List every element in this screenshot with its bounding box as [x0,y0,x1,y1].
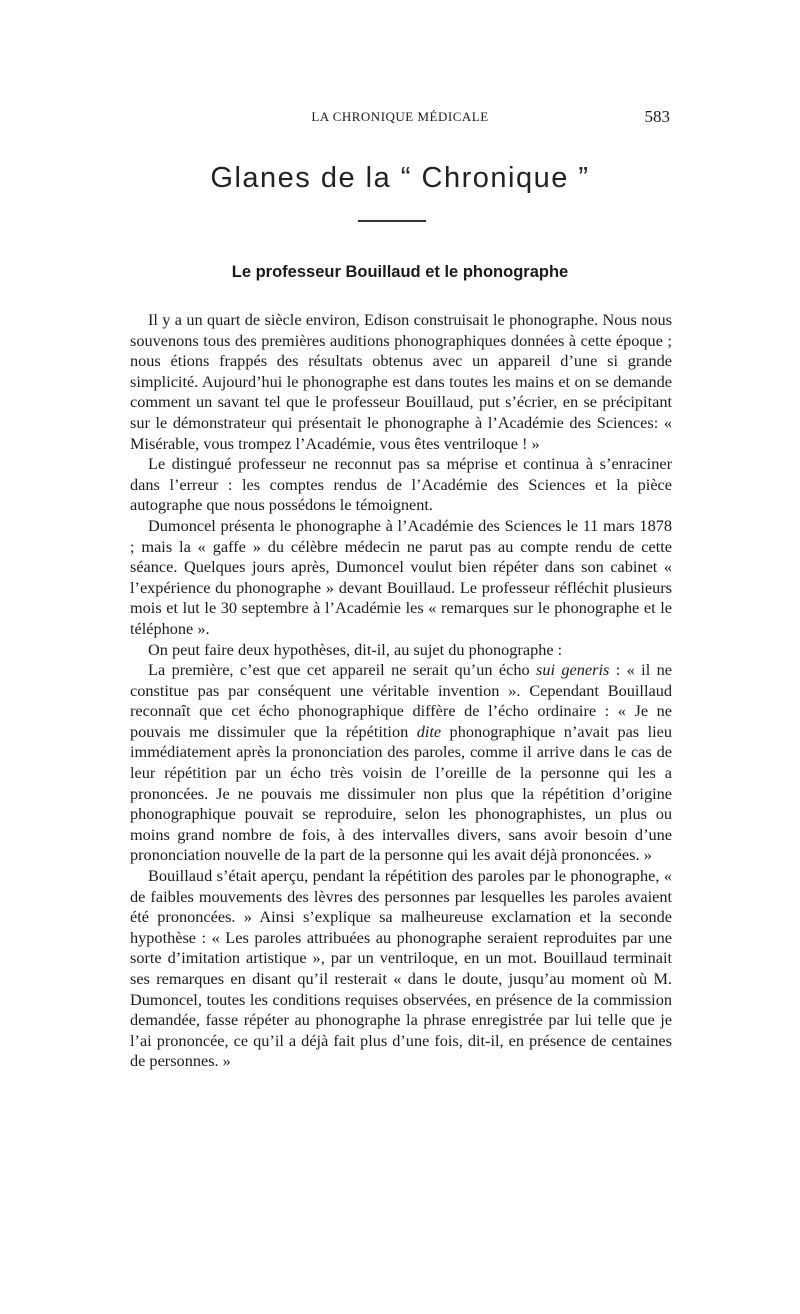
page-number: 583 [644,107,670,126]
page-title: Glanes de la “ Chronique ” [210,162,590,194]
paragraph-2: Le distingué professeur ne reconnut pas sa méprise et continua à s’enraciner dans l’erreur : les comptes rendus de l’Académie des Sciences et la pièce autographe que nous possédons le témoignent. [130,454,672,515]
section-heading: Le professeur Bouillaud et le phonographe [231,263,569,281]
paragraph-1: Il y a un quart de siècle environ, Edison construisait le phonographe. Nous nous souvenons tous des premières auditions phonographiques données à cette époque ; nous étions frappés des résultats obtenus avec un appareil d’une si grande simplicité. Aujourd’hui le phonographe est dans toutes les mains et on se demande comment un savant tel que le professeur Bouillaud, put s’écrier, en se précipitant sur le démonstrateur qui présentait le phonographe à l’Académie des Sciences: « Misérable, vous trompez l’Académie, vous êtes ventriloque ! » [130,310,672,453]
paragraph-6: Bouillaud s’était aperçu, pendant la répétition des paroles par le phonographe, « de faibles mouvements des lèvres des personnes par lesquelles les paroles avaient été prononcées. » Ainsi s’explique sa malheureuse exclamation et la seconde hypothèse : « Les paroles attribuées au phonographe seraient reproduites par une sorte d’imitation artistique », par un ventriloque, en un mot. Bouillaud terminait ses remarques en disant qu’il resterait « dans le doute, jusqu’au moment où M. Dumoncel, toutes les conditions requises observées, en présence de la commission demandée, fasse répéter au phonographe la phrase enregistrée par lui telle que je l’ai prononcée, ce qu’il a déjà fait plus d’une fois, dit-il, en présence de centaines de personnes. » [130,866,672,1071]
running-title: LA CHRONIQUE MÉDICALE [311,109,489,124]
paragraph-3: Dumoncel présenta le phonographe à l’Académie des Sciences le 11 mars 1878 ; mais la « gaffe » du célèbre médecin ne parut pas au compte rendu de cette séance. Quelques jours après, Dumoncel voulut bien répéter dans son cabinet « l’expérience du phonographe » devant Bouillaud. Le professeur réfléchit plusieurs mois et lut le 30 septembre à l’Académie les « remarques sur le phonographe et le téléphone ». [130,515,672,638]
paragraph-5: La première, c’est que cet appareil ne serait qu’un écho sui generis : « il ne constitue pas par conséquent une véritable invention ». Cependant Bouillaud reconnaît que cet écho phonographique diffère de l’écho ordinaire : « Je ne pouvais me dissimuler que la répétition dite phonographique n’avait pas lieu immédiatement après la prononciation des paroles, comme il arrive dans le cas de leur répétition par un écho très voisin de l’oreille de la personne qui les a prononcées. Je ne pouvais me dissimuler non plus que la répétition d’origine phonographique pouvait se reproduire, selon les phonographistes, un plus ou moins grand nombre de fois, à des intervalles divers, sans avoir besoin d’une prononciation nouvelle de la part de la personne qui les avait déjà prononcées. » [130,660,673,865]
running-header [130,107,670,127]
title-divider [358,220,426,222]
article-body [130,310,672,1072]
paragraph-4: On peut faire deux hypothèses, dit-il, au sujet du phonographe : [148,639,563,659]
